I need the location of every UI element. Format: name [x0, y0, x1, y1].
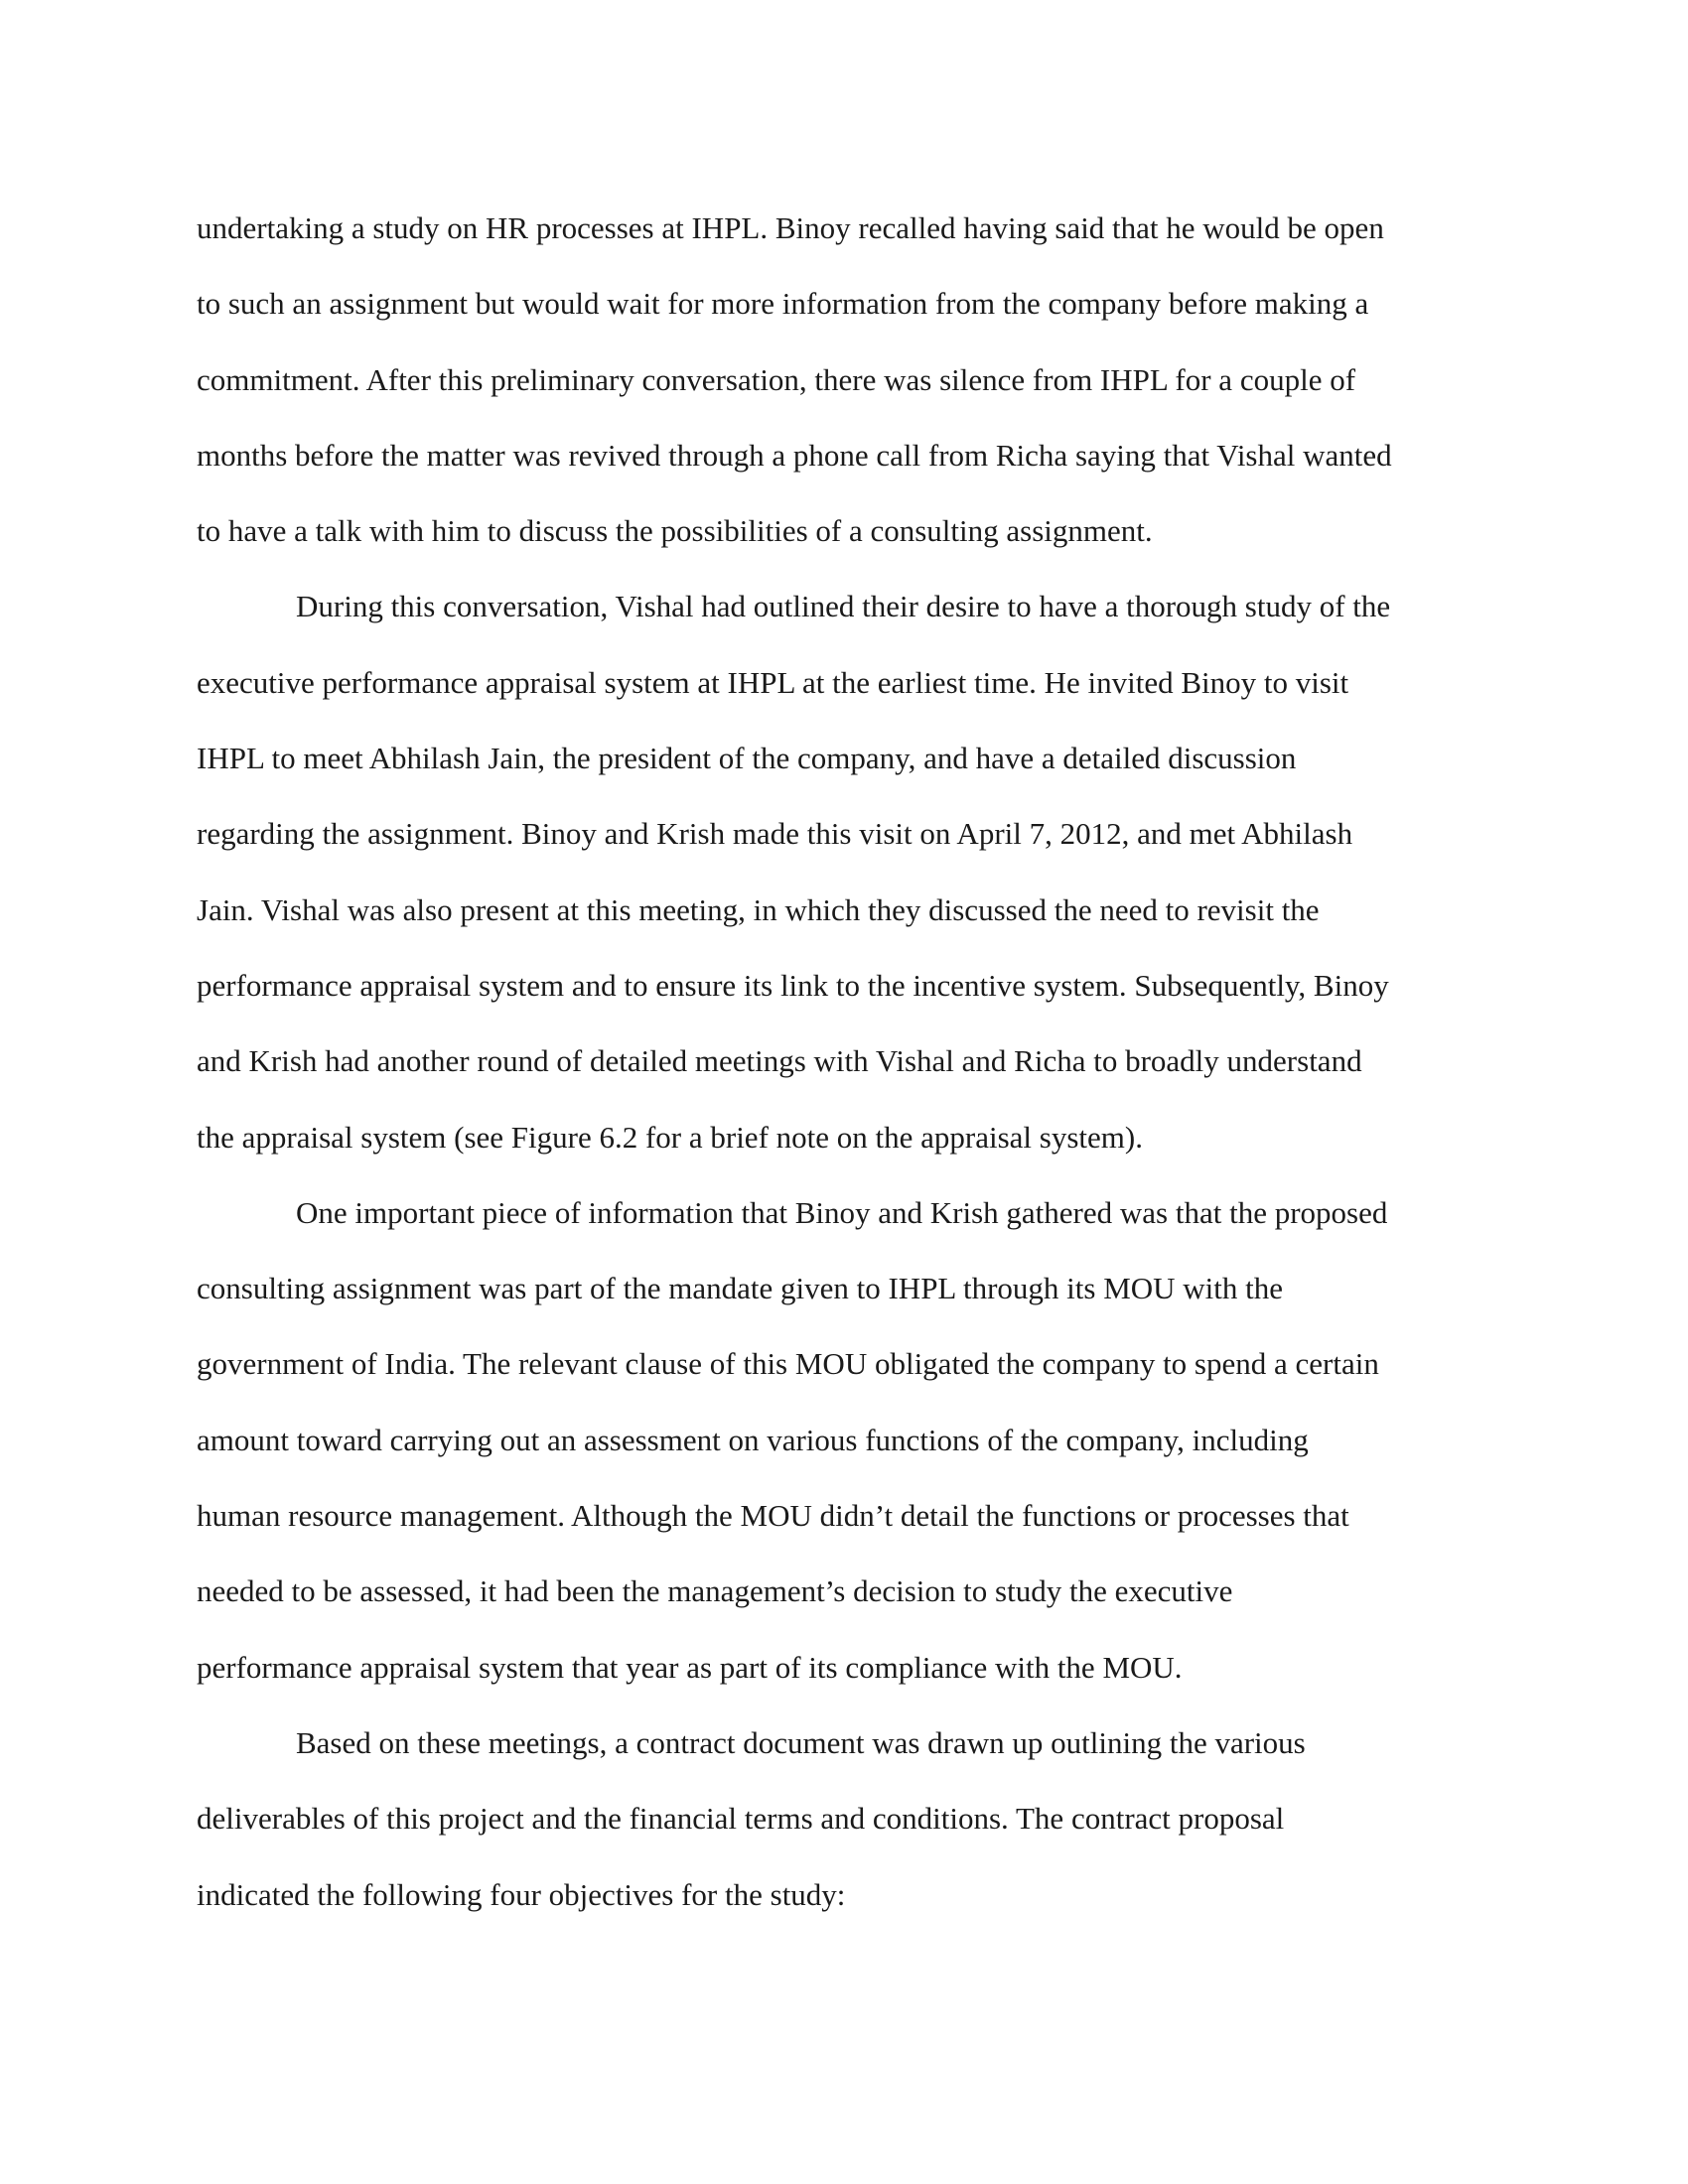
paragraph-first-line: Based on these meetings, a contract document was drawn up outlining the various: [296, 1724, 1306, 1760]
text-line: regarding the assignment. Binoy and Krish made this visit on April 7, 2012, and met Abhilash: [197, 816, 1353, 852]
text-line: and Krish had another round of detailed meetings with Vishal and Richa to broadly understand: [197, 1043, 1362, 1079]
text-line: to such an assignment but would wait for more information from the company before making a: [197, 286, 1369, 322]
text-line: performance appraisal system and to ensure its link to the incentive system. Subsequently, Binoy: [197, 967, 1389, 1003]
text-line: IHPL to meet Abhilash Jain, the president of the company, and have a detailed discussion: [197, 741, 1297, 776]
text-line: commitment. After this preliminary conversation, there was silence from IHPL for a couple of: [197, 361, 1356, 397]
text-line: performance appraisal system that year as part of its compliance with the MOU.: [197, 1649, 1183, 1685]
text-line: deliverables of this project and the financial terms and conditions. The contract proposal: [197, 1801, 1285, 1837]
paragraph-first-line: One important piece of information that Binoy and Krish gathered was that the proposed: [296, 1194, 1388, 1230]
text-line: the appraisal system (see Figure 6.2 for a brief note on the appraisal system).: [197, 1119, 1143, 1155]
text-line: needed to be assessed, it had been the management’s decision to study the executive: [197, 1573, 1233, 1609]
text-line: consulting assignment was part of the mandate given to IHPL through its MOU with the: [197, 1271, 1284, 1306]
text-line: months before the matter was revived through a phone call from Richa saying that Vishal wanted: [197, 437, 1392, 473]
text-line: undertaking a study on HR processes at IHPL. Binoy recalled having said that he would be open: [197, 210, 1384, 245]
paragraph-first-line: During this conversation, Vishal had outlined their desire to have a thorough study of the: [296, 589, 1391, 624]
text-line: indicated the following four objectives for the study:: [197, 1876, 846, 1912]
text-line: government of India. The relevant clause of this MOU obligated the company to spend a certain: [197, 1346, 1379, 1382]
text-line: human resource management. Although the MOU didn’t detail the functions or processes that: [197, 1498, 1349, 1534]
text-line: executive performance appraisal system at IHPL at the earliest time. He invited Binoy to visit: [197, 664, 1349, 700]
body-text: [197, 191, 1497, 1933]
text-line: to have a talk with him to discuss the possibilities of a consulting assignment.: [197, 513, 1153, 549]
text-line: amount toward carrying out an assessment on various functions of the company, including: [197, 1422, 1309, 1457]
text-line: Jain. Vishal was also present at this meeting, in which they discussed the need to revisit the: [197, 891, 1320, 927]
